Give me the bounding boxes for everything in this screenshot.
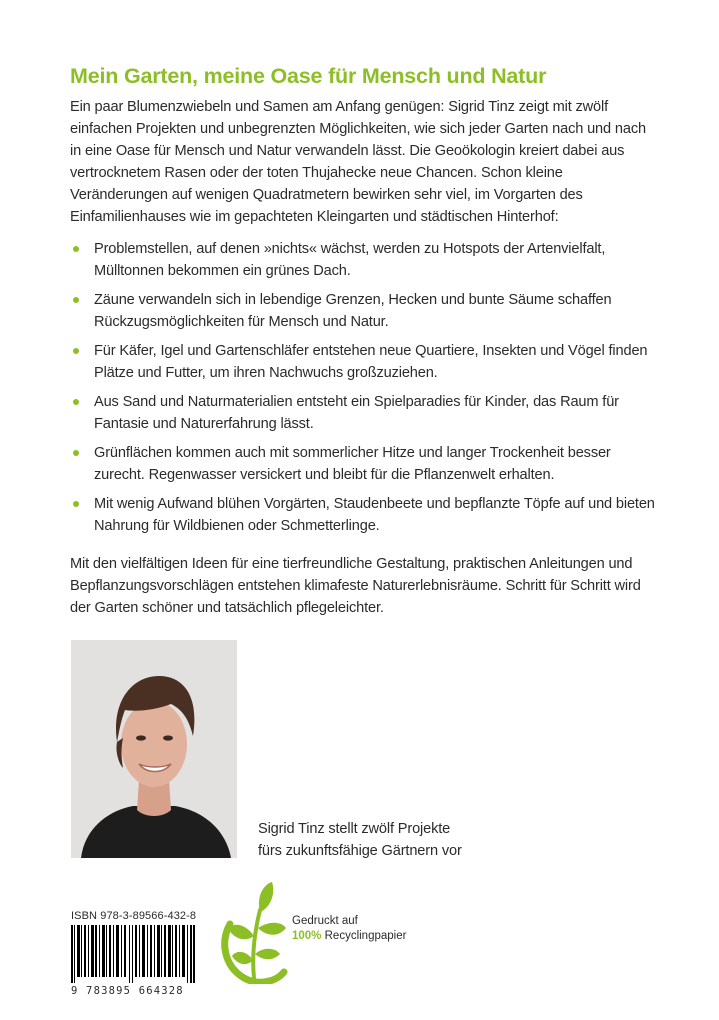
page-title: Mein Garten, meine Oase für Mensch und Natur	[70, 64, 547, 88]
author-portrait-image	[71, 640, 237, 858]
bullet-dot-icon	[73, 450, 79, 456]
intro-paragraph: Ein paar Blumenzwiebeln und Samen am Anfang genügen: Sigrid Tinz zeigt mit zwölf einfachen Projekten und unbegrenzten Möglichkeiten, wie sich jeder Garten nach und nach in eine Oase für Mensch und Natur verwandeln lässt. Die Geoökologin kreiert dabei aus vertrocknetem Rasen oder der toten Thujahecke neue Chancen. Schon kleine Veränderungen auf wenigen Quadratmetern bewirken sehr viel, im Vorgarten des Einfamilienhauses wie im gepachteten Kleingarten und städtischen Hinterhof:	[70, 99, 646, 225]
list-item: Zäune verwandeln sich in lebendige Grenzen, Hecken und bunte Säume schaffen Rückzugsmöglichkeiten für Mensch und Natur.	[70, 289, 660, 333]
barcode-digits: 9 783895 664328	[71, 985, 184, 997]
leaf-sprout-icon	[218, 880, 288, 984]
bullet-dot-icon	[73, 246, 79, 252]
back-cover-text	[70, 62, 660, 619]
author-photo	[71, 640, 237, 858]
recycling-paper-label: Gedruckt auf 100% Recyclingpapier	[292, 915, 407, 942]
list-item: Problemstellen, auf denen »nichts« wächst, werden zu Hotspots der Artenvielfalt, Mülltonnen bekommen ein grünes Dach.	[70, 238, 660, 282]
list-item: Aus Sand und Naturmaterialien entsteht ein Spielparadies für Kinder, das Raum für Fantasie und Naturerfahrung lässt.	[70, 391, 660, 435]
barcode	[71, 925, 195, 983]
list-item: Für Käfer, Igel und Gartenschläfer entstehen neue Quartiere, Insekten und Vögel finden Plätze und Futter, um ihren Nachwuchs großzuziehen.	[70, 340, 660, 384]
bullet-dot-icon	[73, 348, 79, 354]
photo-caption: Sigrid Tinz stellt zwölf Projekte fürs zukunftsfähige Gärtnern vor	[258, 821, 462, 859]
outro-paragraph: Mit den vielfältigen Ideen für eine tierfreundliche Gestaltung, praktischen Anleitungen und Bepflanzungsvorschlägen entstehen klimafeste Naturerlebnisräume. Schritt für Schritt wird der Garten schöner und tatsächlich pflegeleichter.	[70, 556, 641, 616]
bullet-dot-icon	[73, 501, 79, 507]
bullet-dot-icon	[73, 399, 79, 405]
bullet-dot-icon	[73, 297, 79, 303]
list-item: Mit wenig Aufwand blühen Vorgärten, Staudenbeete und bepflanzte Töpfe auf und bieten Nahrung für Wildbienen oder Schmetterlinge.	[70, 493, 660, 537]
list-item: Grünflächen kommen auch mit sommerlicher Hitze und langer Trockenheit besser zurecht. Regenwasser versickert und bleibt für die Pflanzenwelt erhalten.	[70, 442, 660, 486]
feature-list	[70, 238, 660, 537]
isbn-number: ISBN 978-3-89566-432-8	[71, 910, 197, 922]
